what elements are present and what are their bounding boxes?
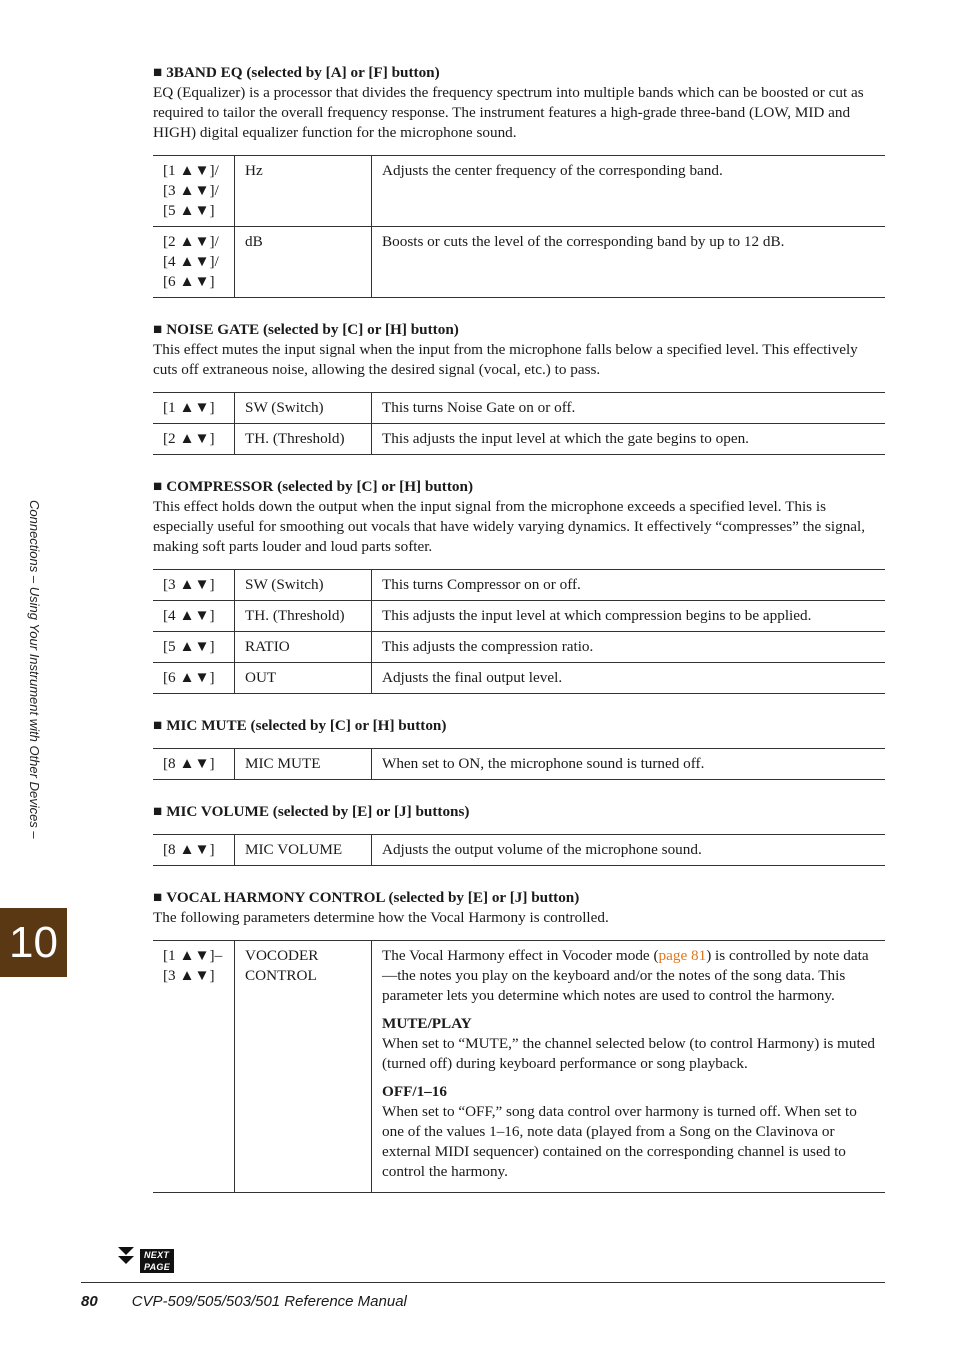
table-row xyxy=(153,941,885,1193)
parameter-name: TH. (Threshold) xyxy=(235,424,372,455)
parameter-name: MIC MUTE xyxy=(235,749,372,780)
button-label: [4 ▲▼]/ xyxy=(163,253,219,270)
next-page-label: NEXT PAGE xyxy=(140,1249,174,1273)
button-label: [2 ▲▼]/ xyxy=(163,233,219,250)
parameter-description: This adjusts the input level at which compression begins to be applied. xyxy=(372,601,886,632)
table-row xyxy=(153,601,885,632)
button-label: [3 ▲▼]/ xyxy=(163,182,219,199)
table-row xyxy=(153,156,885,227)
chapter-side-label: Connections – Using Your Instrument with Other Devices – xyxy=(27,500,42,839)
parameter-description: Adjusts the center frequency of the corresponding band. xyxy=(372,156,886,227)
manual-title: CVP-509/505/503/501 Reference Manual xyxy=(131,1293,407,1310)
button-label: [1 ▲▼] xyxy=(153,393,235,424)
table-row xyxy=(153,227,885,298)
table-row xyxy=(153,424,885,455)
parameter-name: MIC VOLUME xyxy=(235,835,372,866)
parameter-description: This turns Compressor on or off. xyxy=(372,570,886,601)
footer-divider xyxy=(81,1282,885,1283)
page-link[interactable]: page 81 xyxy=(658,947,707,964)
table-row xyxy=(153,570,885,601)
parameter-name: VOCODER xyxy=(245,947,319,964)
button-label: [8 ▲▼] xyxy=(153,835,235,866)
parameter-description: When set to ON, the microphone sound is turned off. xyxy=(372,749,886,780)
section-heading-vocal-harmony: ■ VOCAL HARMONY CONTROL (selected by [E] or [J] button) xyxy=(153,889,580,906)
button-label: [1 ▲▼]– xyxy=(163,947,223,964)
table-row xyxy=(153,632,885,663)
chapter-number-tab: 10 xyxy=(0,908,67,977)
table-row xyxy=(153,835,885,866)
parameter-name: dB xyxy=(235,227,372,298)
button-label: [3 ▲▼] xyxy=(163,967,215,984)
parameter-description: Boosts or cuts the level of the corresponding band by up to 12 dB. xyxy=(372,227,886,298)
section-heading-noise-gate: ■ NOISE GATE (selected by [C] or [H] button) xyxy=(153,321,459,338)
mute-play-text: When set to “MUTE,” the channel selected below (to control Harmony) is muted (turned off) during keyboard performance or song playback. xyxy=(382,1035,876,1072)
button-label: [2 ▲▼] xyxy=(153,424,235,455)
section-description-compressor: This effect holds down the output when the input signal from the microphone exceeds a specified level. This is especially useful for smoothing out vocals that have widely varying dynamics. It effectively “compresses” the signal, making soft parts louder and loud parts softer. xyxy=(153,498,866,555)
parameter-description: Adjusts the final output level. xyxy=(372,663,886,694)
section-description-eq: EQ (Equalizer) is a processor that divides the frequency spectrum into multiple bands which can be boosted or cut as required to tailor the overall frequency response. The instrument features a high-grade three-band (LOW, MID and HIGH) digital equalizer function for the microphone sound. xyxy=(153,84,864,141)
noise-gate-table xyxy=(153,392,885,455)
parameter-name: SW (Switch) xyxy=(235,393,372,424)
mic-volume-table xyxy=(153,834,885,866)
parameter-description: This turns Noise Gate on or off. xyxy=(372,393,886,424)
parameter-description: This adjusts the compression ratio. xyxy=(372,632,886,663)
section-heading-compressor: ■ COMPRESSOR (selected by [C] or [H] button) xyxy=(153,478,474,495)
table-row xyxy=(153,663,885,694)
section-description-vocal-harmony: The following parameters determine how the Vocal Harmony is controlled. xyxy=(153,909,609,926)
button-label: [4 ▲▼] xyxy=(153,601,235,632)
button-label: [5 ▲▼] xyxy=(153,632,235,663)
off-text: When set to “OFF,” song data control over harmony is turned off. When set to one of the values 1–16, note data (played from a Song on the Clavinova or external MIDI sequencer) contained on the corresponding channel is used to control the harmony. xyxy=(382,1103,857,1180)
parameter-name: OUT xyxy=(235,663,372,694)
parameter-description: The Vocal Harmony effect in Vocoder mode (page 81) is controlled by note data—the notes you play on the keyboard and/or the notes of the song data. This parameter lets you determine which notes are used to control the harmony. xyxy=(382,947,869,1004)
page-number: 80 xyxy=(81,1293,98,1310)
section-heading-eq: ■ 3BAND EQ (selected by [A] or [F] button) xyxy=(153,64,440,81)
button-label: [8 ▲▼] xyxy=(153,749,235,780)
section-heading-mic-volume: ■ MIC VOLUME (selected by [E] or [J] buttons) xyxy=(153,803,470,820)
double-chevron-down-icon xyxy=(116,1246,136,1266)
parameter-description: Adjusts the output volume of the microphone sound. xyxy=(372,835,886,866)
mute-play-heading: MUTE/PLAY xyxy=(382,1015,472,1032)
parameter-name: CONTROL xyxy=(245,967,317,984)
parameter-name: Hz xyxy=(235,156,372,227)
page-content xyxy=(153,63,885,1215)
parameter-name: SW (Switch) xyxy=(235,570,372,601)
compressor-table xyxy=(153,569,885,694)
parameter-name: TH. (Threshold) xyxy=(235,601,372,632)
table-row xyxy=(153,393,885,424)
button-label: [5 ▲▼] xyxy=(163,202,215,219)
parameter-name: RATIO xyxy=(235,632,372,663)
off-heading: OFF/1–16 xyxy=(382,1083,447,1100)
button-label: [6 ▲▼] xyxy=(153,663,235,694)
mic-mute-table xyxy=(153,748,885,780)
section-heading-mic-mute: ■ MIC MUTE (selected by [C] or [H] button) xyxy=(153,717,447,734)
page-footer xyxy=(81,1292,407,1312)
section-description-noise-gate: This effect mutes the input signal when the input from the microphone falls below a specified level. This effectively cuts off extraneous noise, allowing the desired signal (vocal, etc.) to pass. xyxy=(153,341,858,378)
table-row xyxy=(153,749,885,780)
button-label: [1 ▲▼]/ xyxy=(163,162,219,179)
button-label: [6 ▲▼] xyxy=(163,273,215,290)
eq-table xyxy=(153,155,885,298)
button-label: [3 ▲▼] xyxy=(153,570,235,601)
vocal-harmony-table xyxy=(153,940,885,1193)
parameter-description: This adjusts the input level at which the gate begins to open. xyxy=(372,424,886,455)
